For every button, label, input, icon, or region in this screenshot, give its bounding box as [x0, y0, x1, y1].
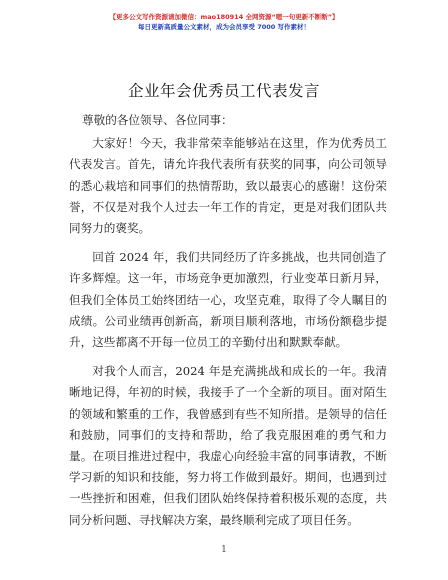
- promo-banner-line-1: 【更多公文写作资源请加微信：mao180914 全网资源“嗯一句更新不断断”】: [109, 13, 339, 21]
- document-body: [69, 110, 387, 539]
- salutation: 尊敬的各位领导、各位同事：: [82, 113, 233, 127]
- promo-banner: [0, 12, 448, 32]
- paragraph-review: 回首 2024 年，我们共同经历了许多挑战，也共同创造了许多辉煌。这一年，市场竞争更加激烈，行业变革日新月异，但我们全体员工始终团结一心，攻坚克难，取得了令人瞩目的成绩。公司业绩再创新高，新项目顺利落地，市场份额稳步提升，这些都离不开每一位员工的辛勤付出和默默奉献。: [69, 250, 387, 350]
- promo-banner-line-2: 每日更新高质量公文素材，成为会员享受 7000 写作素材！: [137, 23, 311, 31]
- paragraph-personal: 对我个人而言，2024 年是充满挑战和成长的一年。我清晰地记得，年初的时候，我接手了一个全新的项目。面对陌生的领域和繁重的工作，我曾感到有些不知所措。是领导的信任和鼓励，同事们的支持和帮助，给了我克服困难的勇气和力量。在项目推进过程中，我虚心向经验丰富的同事请教，不断学习新的知识和技能，努力将工作做到最好。期间，也遇到过一些挫折和困难，但我们团队始终保持着积极乐观的态度，共同分析问题、寻找解决方案，最终顺利完成了项目任务。: [69, 364, 387, 527]
- paragraph-greeting: 大家好！今天，我非常荣幸能够站在这里，作为优秀员工代表发言。首先，请允许我代表所有获奖的同事，向公司领导的悉心栽培和同事们的热情帮助，致以最衷心的感谢！这份荣誉，不仅是对我个人过去一年工作的肯定，更是对我们团队共同努力的褒奖。: [69, 136, 387, 236]
- page-number: 1: [221, 545, 227, 555]
- document-title: 企业年会优秀员工代表发言: [127, 82, 320, 100]
